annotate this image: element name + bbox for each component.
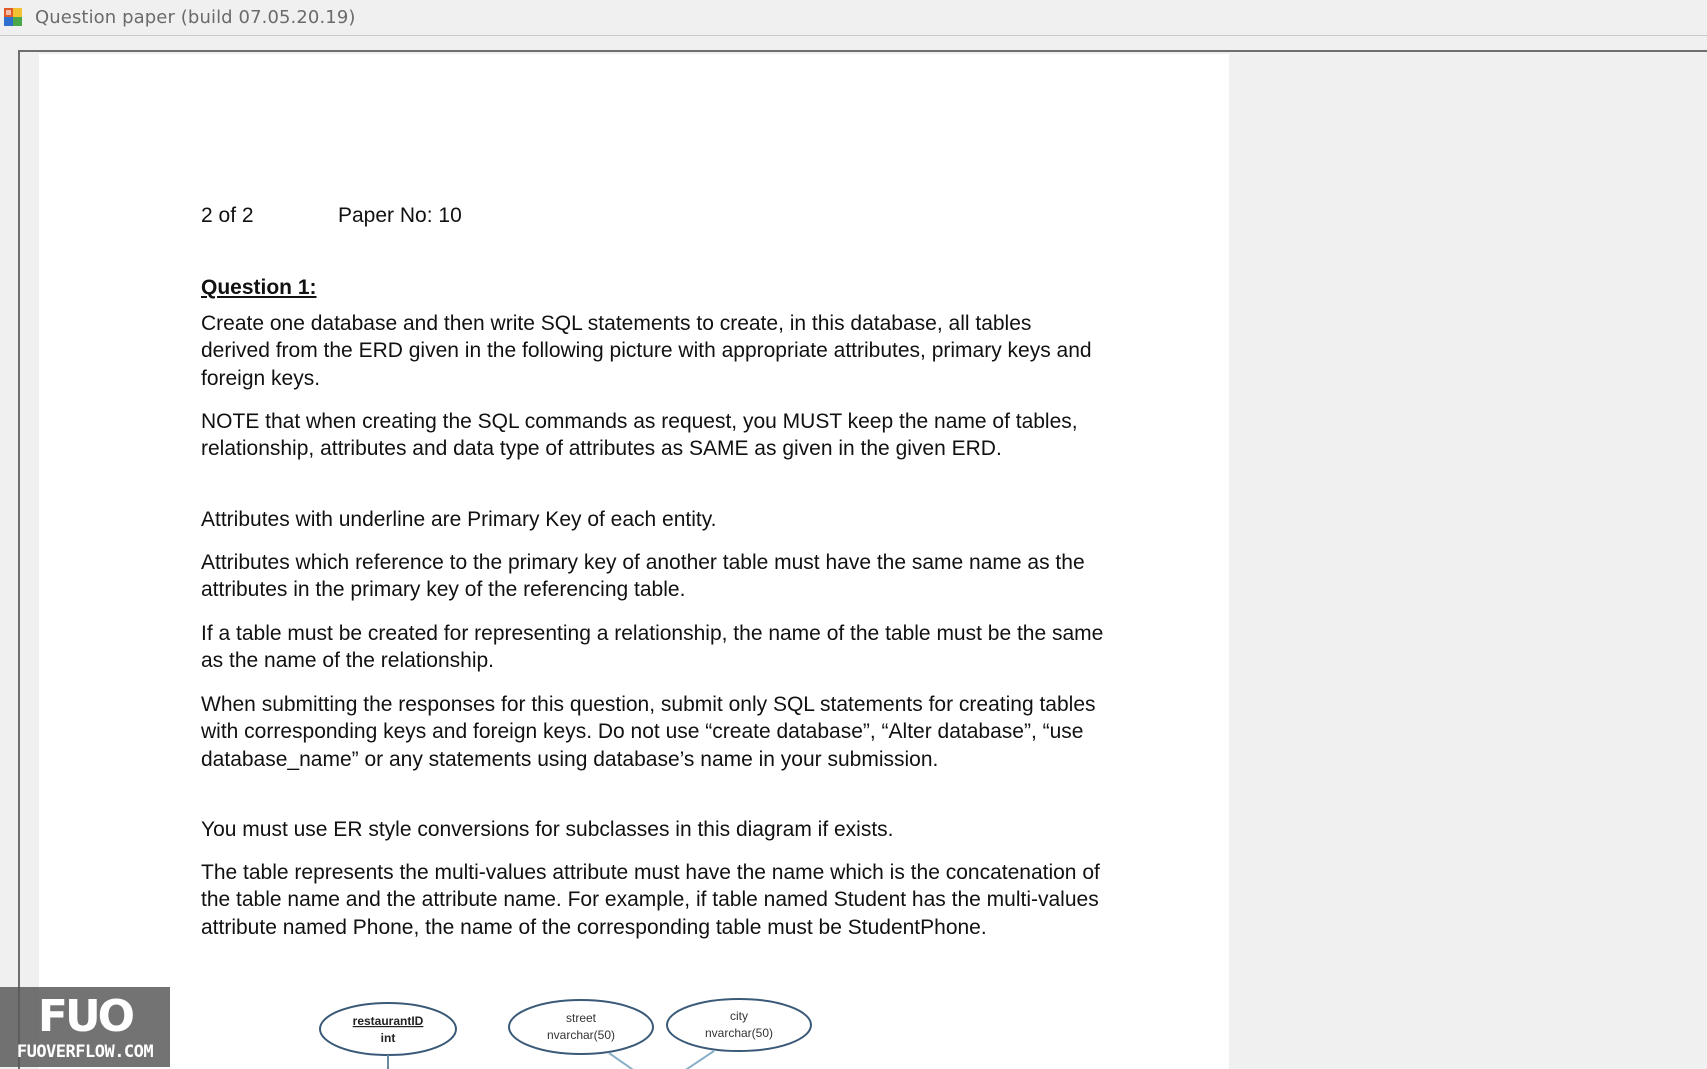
document-page xyxy=(39,54,1229,1069)
page-number-label: 2 of 2 xyxy=(201,204,254,227)
erd-attribute-restaurantid xyxy=(320,1003,456,1055)
erd-attr-type: nvarchar(50) xyxy=(704,1026,774,1040)
erd-attr-type: int xyxy=(380,1031,396,1045)
erd-connector xyxy=(669,1051,714,1069)
instruction-paragraph: You must use ER style conversions for subclasses in this diagram if exists. xyxy=(201,818,894,841)
erd-attr-name: city xyxy=(730,1009,748,1023)
watermark-badge xyxy=(0,987,170,1067)
instruction-paragraph: When submitting the responses for this question, submit only SQL statements for creating tables with corresponding keys and foreign keys. Do not use “create database”, “Alter database”, “use database_name” or any statements using database’s name in your submission. xyxy=(201,693,1096,771)
instruction-paragraph: If a table must be created for representing a relationship, the name of the table must be the same as the name of the relationship. xyxy=(201,622,1104,673)
question-heading: Question 1: xyxy=(201,276,317,299)
document-viewport[interactable] xyxy=(18,50,1707,1069)
watermark-text: FUOVERFLOW.COM xyxy=(16,1042,154,1062)
app-window-icon xyxy=(4,8,22,26)
erd-attribute-street xyxy=(509,1000,653,1054)
instruction-paragraph: Attributes with underline are Primary Key of each entity. xyxy=(201,508,717,531)
erd-attr-name: street xyxy=(565,1011,597,1025)
erd-attr-type: nvarchar(50) xyxy=(546,1028,616,1042)
erd-diagram xyxy=(319,991,839,1069)
page-header xyxy=(201,204,462,228)
instruction-paragraph: NOTE that when creating the SQL commands as request, you MUST keep the name of tables, relationship, attributes and data type of attributes as SAME as given in the given ERD. xyxy=(201,410,1078,461)
paper-number: Paper No: 10 xyxy=(338,204,462,227)
instruction-paragraph: The table represents the multi-values attribute must have the name which is the concatenation of the table name and the attribute name. For example, if table named Student has the multi-values attribute named Phone, the name of the corresponding table must be StudentPhone. xyxy=(201,861,1100,939)
window-title: Question paper (build 07.05.20.19) xyxy=(35,7,356,28)
window-title-bar xyxy=(0,0,1707,36)
erd-attribute-city xyxy=(667,999,811,1051)
instruction-paragraph: Create one database and then write SQL statements to create, in this database, all tables derived from the ERD given in the following picture with appropriate attributes, primary keys and foreign keys. xyxy=(201,312,1092,390)
instruction-paragraph: Attributes which reference to the primary key of another table must have the same name as the attributes in the primary key of the referencing table. xyxy=(201,551,1085,602)
watermark-logo: FUO xyxy=(37,991,133,1042)
document-viewer[interactable] xyxy=(0,36,1707,1067)
erd-attr-name: restaurantID xyxy=(352,1014,424,1028)
